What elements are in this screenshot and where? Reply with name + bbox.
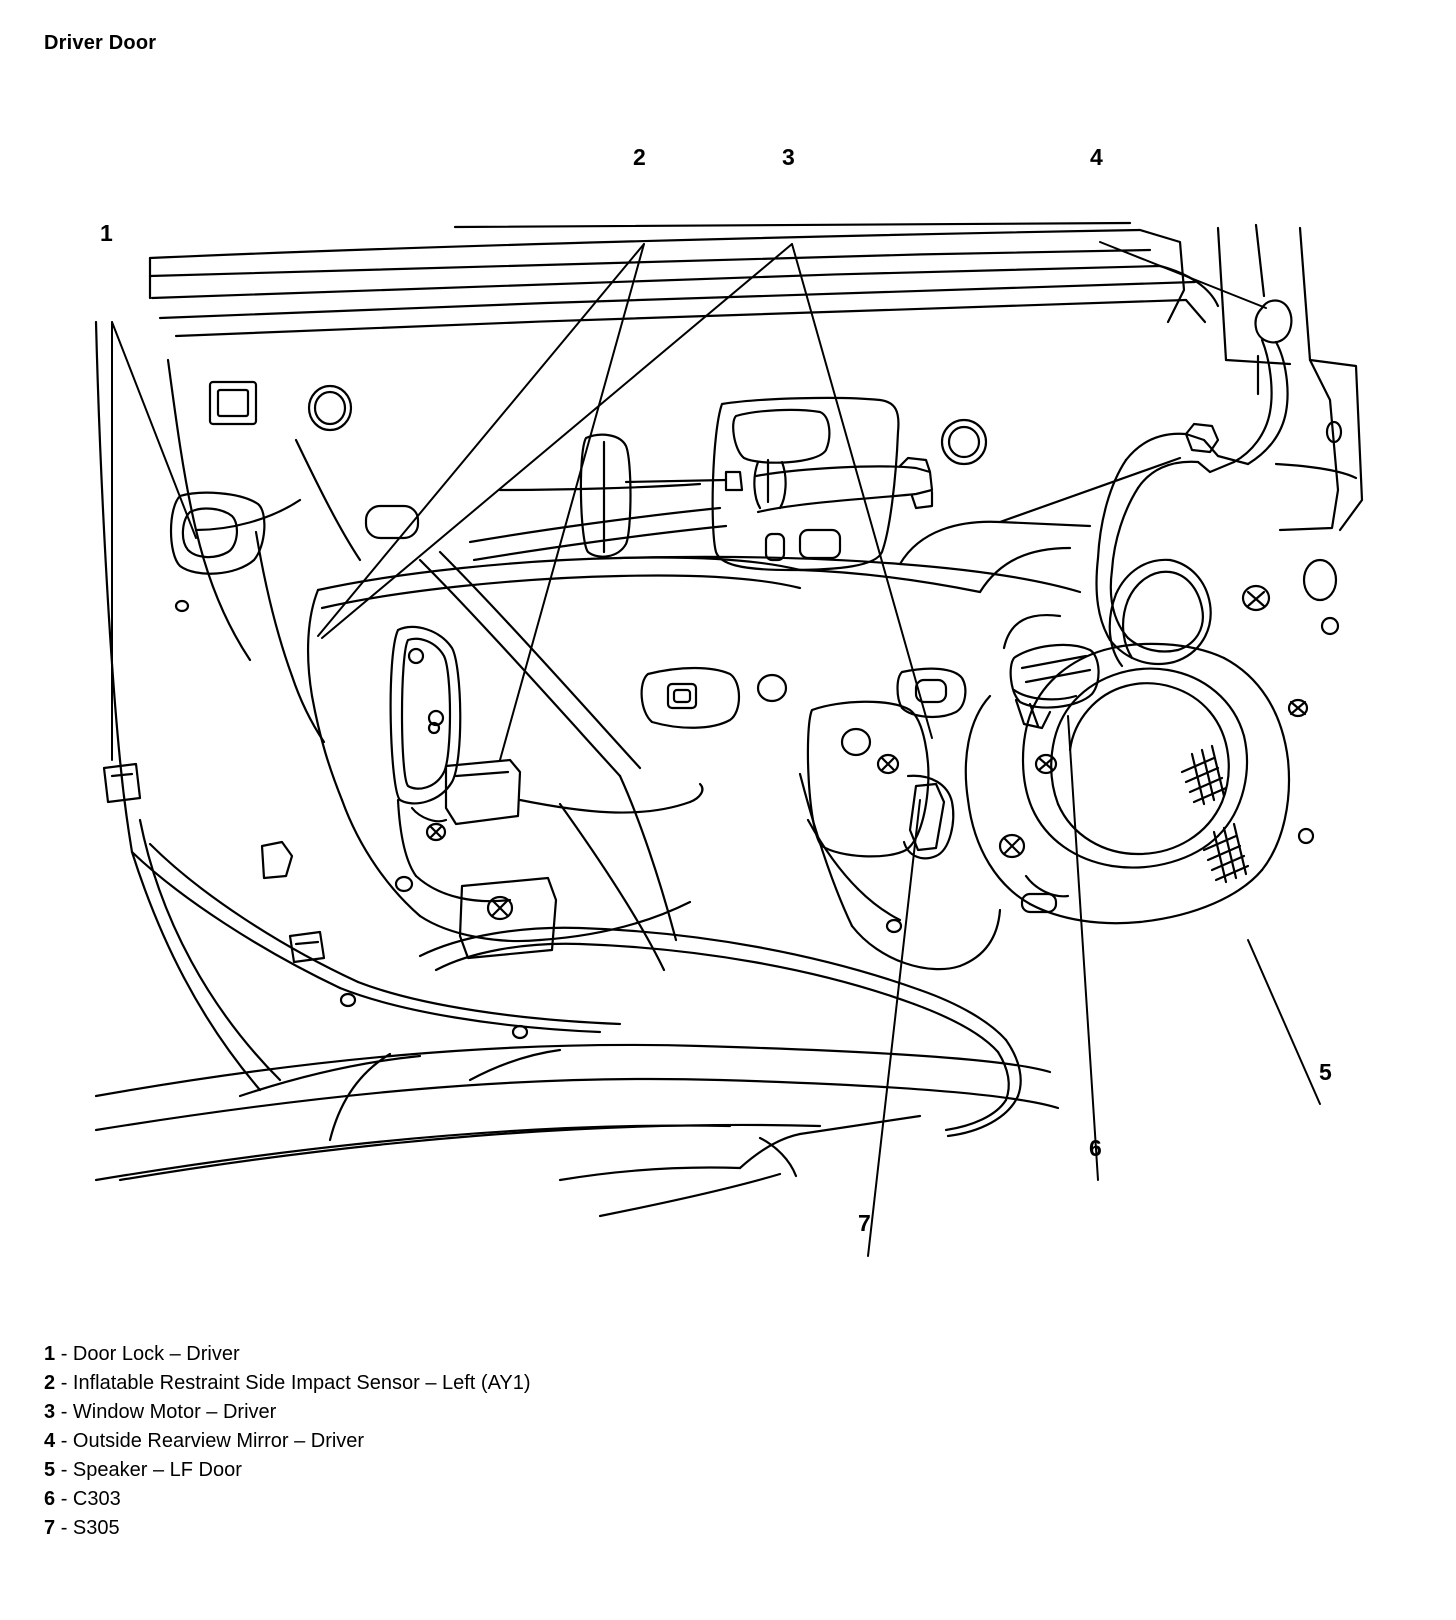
legend-separator: - xyxy=(60,1517,68,1539)
legend-text: Window Motor – Driver xyxy=(72,1401,277,1423)
legend-separator: - xyxy=(60,1343,68,1365)
legend-number: 1 xyxy=(44,1343,56,1365)
legend-item xyxy=(44,1369,1044,1398)
callout-2: 2 xyxy=(633,144,646,170)
legend-item xyxy=(44,1485,1044,1514)
legend-number: 4 xyxy=(44,1430,56,1452)
legend-number: 2 xyxy=(44,1372,56,1394)
legend-list xyxy=(44,1340,1044,1543)
frame-edge-top xyxy=(455,223,1130,227)
legend-item xyxy=(44,1398,1044,1427)
callout-3: 3 xyxy=(782,144,795,170)
legend-text: S305 xyxy=(72,1517,120,1539)
callout-1: 1 xyxy=(100,220,113,246)
door-diagram xyxy=(0,60,1456,1290)
legend-separator: - xyxy=(60,1459,68,1481)
legend-item xyxy=(44,1514,1044,1543)
callout-4: 4 xyxy=(1090,144,1103,170)
legend-separator: - xyxy=(60,1488,68,1510)
legend-text: Inflatable Restraint Side Impact Sensor – Left (AY1) xyxy=(72,1372,531,1394)
legend-separator: - xyxy=(60,1430,68,1452)
legend-text: Speaker – LF Door xyxy=(72,1459,242,1481)
legend-text: Outside Rearview Mirror – Driver xyxy=(72,1430,365,1452)
callout-5: 5 xyxy=(1319,1059,1332,1085)
legend-text: Door Lock – Driver xyxy=(72,1343,240,1365)
page-title: Driver Door xyxy=(44,32,157,54)
legend-separator: - xyxy=(60,1401,68,1423)
legend-number: 5 xyxy=(44,1459,56,1481)
legend-item xyxy=(44,1340,1044,1369)
legend-text: C303 xyxy=(72,1488,121,1510)
legend-item xyxy=(44,1427,1044,1456)
legend-separator: - xyxy=(60,1372,68,1394)
callout-7: 7 xyxy=(858,1210,871,1236)
callout-6: 6 xyxy=(1089,1135,1102,1161)
legend-number: 6 xyxy=(44,1488,56,1510)
legend-number: 3 xyxy=(44,1401,56,1423)
door-diagram-svg xyxy=(0,60,1456,1290)
legend-number: 7 xyxy=(44,1517,56,1539)
legend-item xyxy=(44,1456,1044,1485)
